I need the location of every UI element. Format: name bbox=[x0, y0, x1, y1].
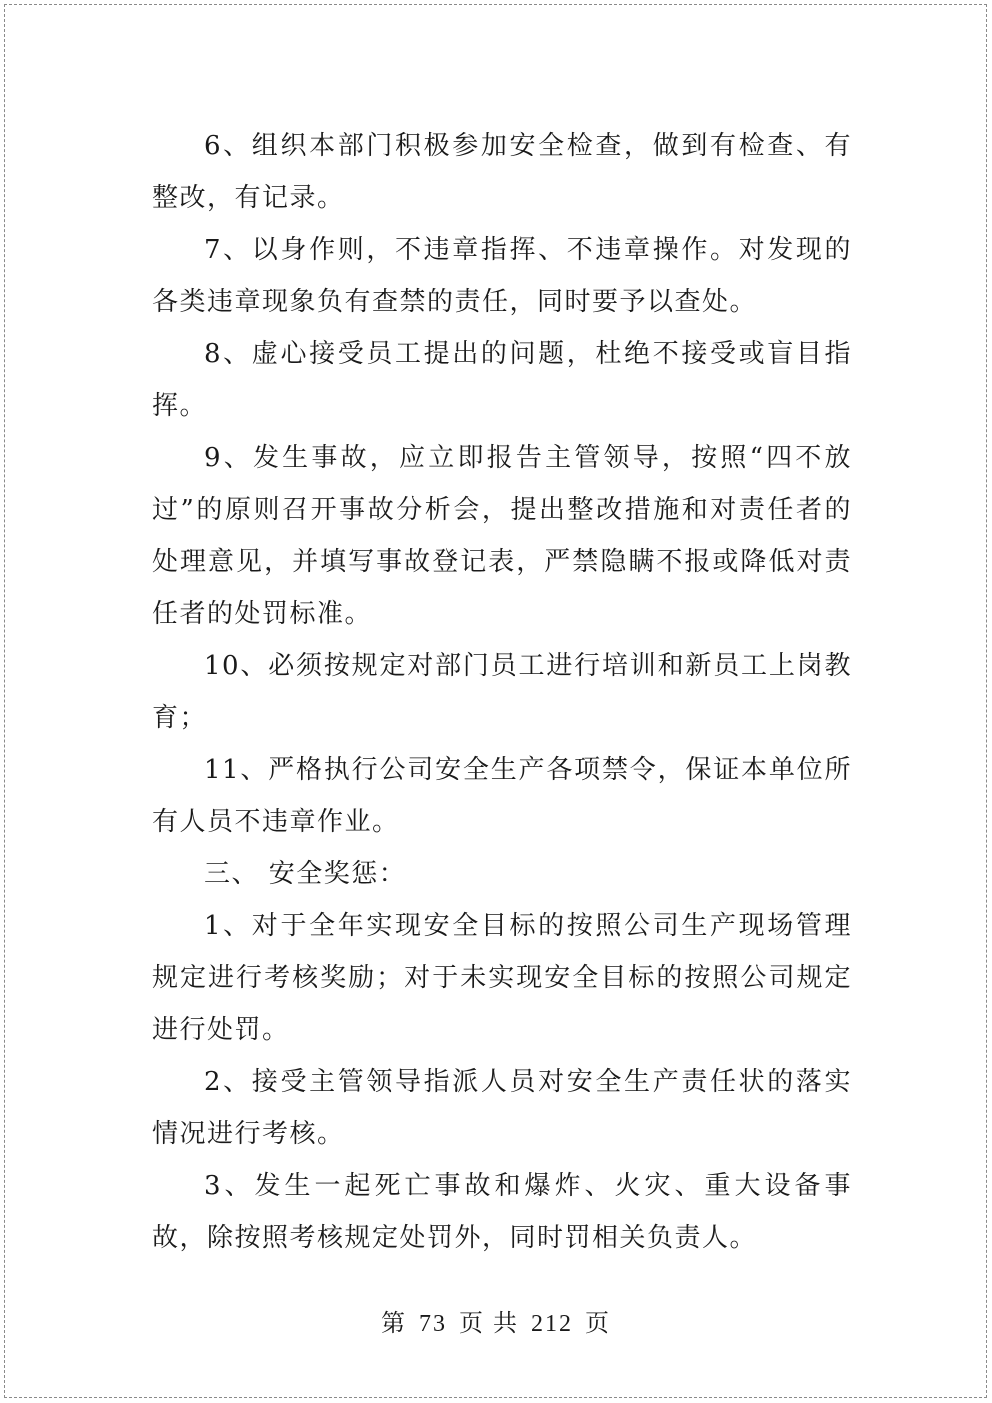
document-body bbox=[152, 120, 852, 1264]
total-page-count: 212 bbox=[531, 1311, 573, 1337]
footer-prefix: 第 bbox=[381, 1311, 407, 1337]
paragraph-6: 6、组织本部门积极参加安全检查，做到有检查、有整改，有记录。 bbox=[152, 131, 852, 213]
footer-mid: 页 共 bbox=[459, 1311, 519, 1337]
paragraph-8: 8、虚心接受员工提出的问题，杜绝不接受或盲目指挥。 bbox=[152, 339, 852, 421]
paragraph-11: 11、严格执行公司安全生产各项禁令，保证本单位所有人员不违章作业。 bbox=[152, 755, 852, 837]
reward-item-2: 2、接受主管领导指派人员对安全生产责任状的落实情况进行考核。 bbox=[152, 1067, 852, 1149]
paragraph-7: 7、以身作则，不违章指挥、不违章操作。对发现的各类违章现象负有查禁的责任，同时要予以查处。 bbox=[152, 235, 852, 317]
page-number-footer bbox=[0, 1303, 992, 1338]
footer-suffix: 页 bbox=[585, 1311, 611, 1337]
paragraph-10: 10、必须按规定对部门员工进行培训和新员工上岗教育； bbox=[152, 651, 852, 733]
paragraph-9: 9、发生事故，应立即报告主管领导，按照“四不放过”的原则召开事故分析会，提出整改措施和对责任者的处理意见，并填写事故登记表，严禁隐瞒不报或降低对责任者的处罚标准。 bbox=[152, 443, 852, 629]
reward-item-1: 1、对于全年实现安全目标的按照公司生产现场管理规定进行考核奖励；对于未实现安全目标的按照公司规定进行处罚。 bbox=[152, 911, 852, 1045]
reward-item-3: 3、发生一起死亡事故和爆炸、火灾、重大设备事故，除按照考核规定处罚外，同时罚相关负责人。 bbox=[152, 1171, 852, 1253]
section-heading-rewards: 三、 安全奖惩： bbox=[204, 859, 407, 889]
current-page-number: 73 bbox=[419, 1311, 447, 1337]
